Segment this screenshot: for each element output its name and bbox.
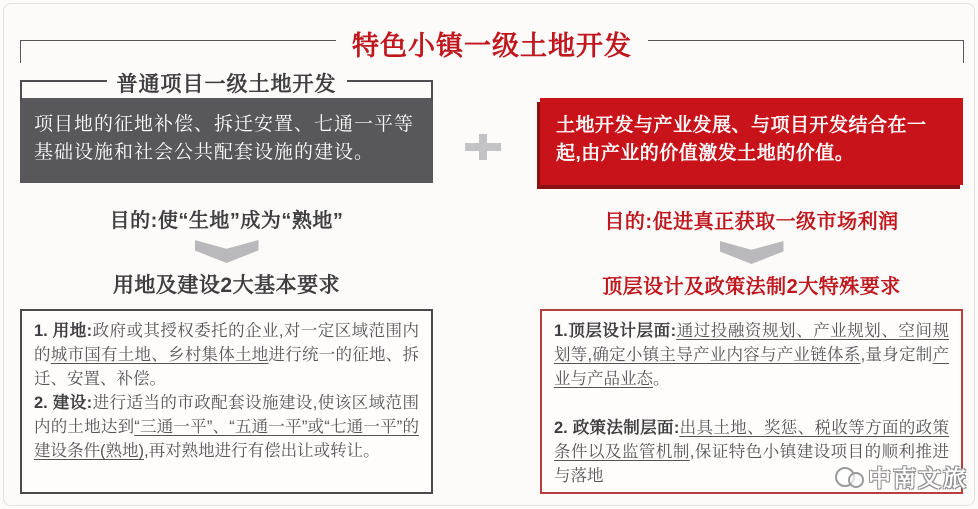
detail-paragraph: 2. 建设:进行适当的市政配套设施建设,使该区域范围内的土地达到“三通一平”、“五通一平”或“七通一平”的建设条件(熟地),再对熟地进行有偿出让或转让。 xyxy=(34,394,420,460)
legend-left-line xyxy=(20,80,107,102)
plus-vertical-bar xyxy=(479,134,487,160)
left-legend-title: 普通项目一级土地开发 xyxy=(116,73,337,96)
logo-circles-icon xyxy=(848,472,864,488)
right-column xyxy=(540,68,963,494)
plus-icon xyxy=(465,134,501,160)
left-detail-box xyxy=(20,309,433,494)
right-purpose-text: 目的:促进真正获取一级市场利润 xyxy=(604,211,899,233)
title-right-line xyxy=(648,40,964,63)
page-title: 特色小镇一级土地开发 xyxy=(352,31,632,61)
watermark xyxy=(835,460,968,493)
main-title-row xyxy=(20,20,964,63)
left-legend-row xyxy=(20,68,433,98)
down-arrow-icon xyxy=(720,241,784,264)
detail-paragraph: 1.顶层设计层面:通过投融资规划、产业规划、空间规划等,确定小镇主导产业内容与产业链体系,量身定制产业与产品业态。 xyxy=(554,322,949,388)
detail-paragraph: 1. 用地:政府或其授权委托的企业,对一定区域范围内的城市国有土地、乡村集体土地进行统一的征地、拆迁、安置、补偿。 xyxy=(34,322,419,388)
left-purpose-text: 目的:使“生地”成为“熟地” xyxy=(109,210,344,232)
legend-right-line xyxy=(347,80,434,102)
detail-paragraph: 2. 政策法制层面:出具土地、奖惩、税收等方面的政策条件以及监管机制,保证特色小镇建设项目的顺利推进与落地 xyxy=(554,419,950,485)
watermark-text: 中南文旅 xyxy=(868,465,968,491)
down-arrow-icon xyxy=(195,240,259,263)
left-column xyxy=(20,68,433,494)
left-summary-box: 项目地的征地补偿、拆迁安置、七通一平等基础设施和社会公共配套设施的建设。 xyxy=(20,98,433,183)
title-left-line xyxy=(20,40,336,63)
right-section-heading: 顶层设计及政策法制2大特殊要求 xyxy=(602,276,901,298)
left-section-heading: 用地及建设2大基本要求 xyxy=(112,274,341,297)
right-summary-box: 土地开发与产业发展、与项目开发结合在一起,由产业的价值激发土地的价值。 xyxy=(540,98,963,185)
